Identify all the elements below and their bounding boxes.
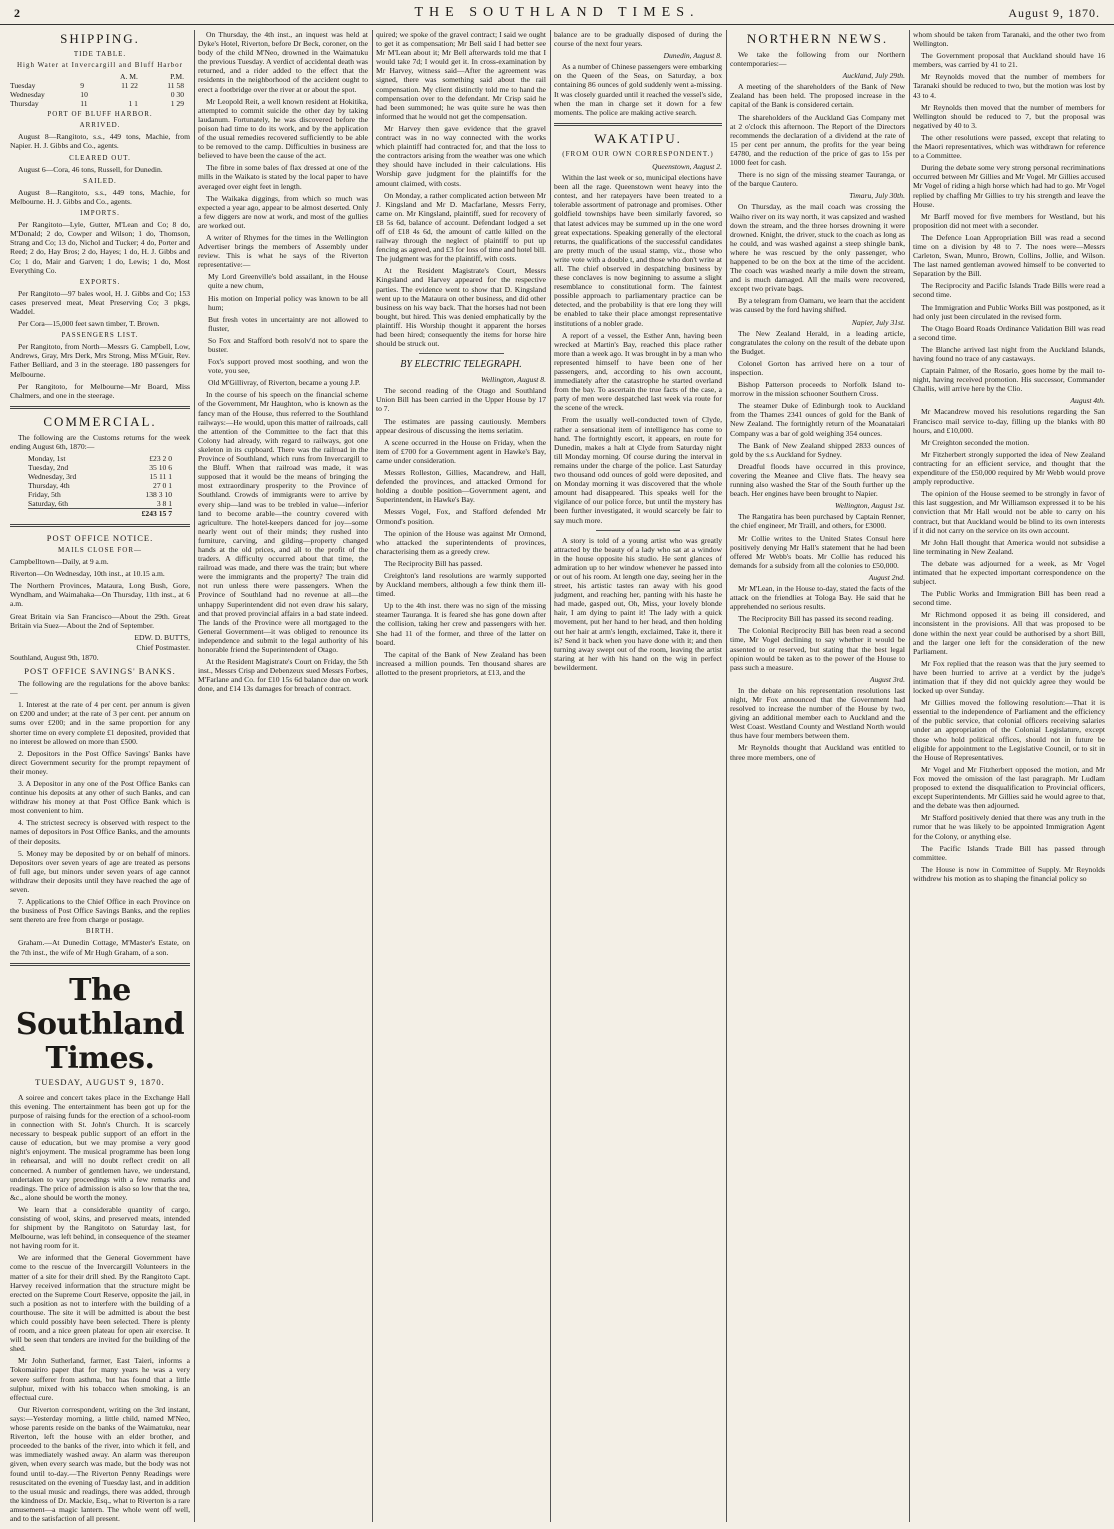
dateline: Queenstown, August 2.: [652, 161, 722, 171]
article-paragraph: Captain Palmer, of the Rosario, goes home by the mail to-night, having received promotion. His successor, Commander Challis, will arrive here by the Clio.: [913, 366, 1105, 394]
commercial-heading: COMMERCIAL.: [43, 413, 157, 429]
mail-item: Campbelltown—Daily, at 9 a.m.: [10, 557, 109, 567]
tide-col-pm: P.M.: [170, 72, 184, 82]
article-paragraph: In the debate on his representation resolutions last night, Mr Fox announced that the Government had resolved to increase the number of the House by two, giving an additional member each to Auckland and the West Coast. Westland County and Westland North would thus have four members between them.: [730, 685, 905, 741]
customs-day: Wednesday, 3rd: [28, 472, 77, 481]
sailed-text: August 8—Rangitoto, s.s., 449 tons, Machie, for Melbourne. H. J. Gibbs and Co., agents.: [10, 187, 190, 206]
telegraph-heading: BY ELECTRIC TELEGRAPH.: [400, 359, 522, 371]
article-paragraph: We are informed that the General Government have come to the rescue of the Invercargill Volunteers in the matter of a site for their drill shed. By the Rangitoto Capt. Harvey received information that the structure might be erected on the Supreme Court Reserve, opposite the jail, in such a position as not to interfere with the building of a courthouse. The site it will be admitted is about the best which could possibly have been selected. There is plenty of room, and a nice green plateau for open air exercise. It will be seen that tenders are invited for the building of the shed.: [10, 1253, 190, 1354]
customs-day: Saturday, 6th: [28, 499, 69, 508]
dateline: Napier, July 31st.: [851, 317, 905, 327]
article-paragraph: Mr Macandrew moved his resolutions regarding the San Francisco mail service to-day, filling up the blanks with 80 hours, and £10,000.: [913, 407, 1105, 435]
article-paragraph: Mr Creighton seconded the motion.: [921, 437, 1030, 447]
article-paragraph: A meeting of the shareholders of the Bank of New Zealand has been held. The proposed increase in the capital of the Bank is considered certain.: [730, 82, 905, 110]
customs-row: [28, 463, 172, 472]
savings-rule: 3. A Depositor in any one of the Post Office Banks can continue his deposits at any other of such Banks, and can withdraw his money at that Post Office Bank which is most convenient to him.: [10, 778, 190, 816]
cleared-heading: CLEARED OUT.: [69, 153, 131, 162]
article-paragraph: Our Riverton correspondent, writing on the 3rd instant, says:—Yesterday morning, a little child, named M'Neo, whose parents reside on the banks of the Waimatuku, near Riverton, left the house with an elder brother, and proceeded to the banks of the river, into which it fell, and was immediately washed away. An alarm was thereupon given, when every search was made, but the body was not found until to-day.—The Riverton Penny Readings were resuscitated on the evening of Tuesday last, and in addition to the usual music and readings, there was added, through the kindness of Dr. Mackie, Esq., what to Riverton is a rare amusement—a magic lantern. The whole went off well, and to the satisfaction of all present.: [10, 1404, 190, 1522]
article-paragraph: Colonel Gorton has arrived here on a tour of inspection.: [730, 358, 905, 377]
tide-day: Tuesday: [10, 81, 36, 91]
tide-am: [96, 90, 144, 99]
customs-day: Friday, 5th: [28, 490, 61, 499]
article-paragraph: The Immigration and Public Works Bill was postponed, as it had only just been circulated in the revised form.: [913, 302, 1105, 321]
article-paragraph: The estimates are passing cautiously. Members appear desirous of discussing the items seriatim.: [376, 416, 546, 435]
tide-day: Wednesday: [10, 90, 45, 100]
article-paragraph: On Monday, a rather complicated action between Mr J. Kingsland and Mr D. Macfarlane, Messrs Ferry, came on. Mr Kingsland, plaintiff, sued for recovery of £8 5s 6d, balance of account. Defendant lodged a set off of £18 4s 6d, the amount of cattle killed on the railway through the neglect of plaintiff to put up fencing as agreed, and £3 for loss of time and hotel bill. The judgment was for the plaintiff, with costs.: [376, 190, 546, 264]
article-paragraph: Mr M'Lean, in the House to-day, stated the facts of the attack on the friendlies at Tologa Bay. He said that he apprehended no serious results.: [730, 583, 905, 612]
article-paragraph: From the usually well-conducted town of Clyde, rather a sensational item of intelligence has come to hand. The fortnightly escort, it appears, en route for Dunedin, makes a halt at Clyde from Saturday night till Monday morning. Of course during the interval in remains under the charge of the police. Last Saturday two thousand odd ounces of gold were deposited, and on Monday morning it was discovered that the whole amount had disappeared. This speaks well for the vigilance of our police force, but until the mystery has been further investigated, it would scarcely be fair to say much more.: [554, 415, 722, 525]
customs-total: £243 15 7: [116, 509, 172, 519]
customs-row: [28, 490, 172, 499]
divider: [10, 524, 190, 527]
article-paragraph: Mr Reynolds then moved that the number of members for Wellington should be reduced to 7, but the proposal was negatived by 40 to 3.: [913, 102, 1105, 130]
article-paragraph: The steamer Duke of Edinburgh took to Auckland from the Thames 2341 ounces of gold for the Bank of New Zealand. The fortnightly return of the Moanataiari Company was a bar of gold weighing 354 ounces.: [730, 401, 905, 438]
article-paragraph: Mr Barff moved for five members for Westland, but his proposition did not meet with a seconder.: [913, 211, 1105, 230]
column-3: [376, 30, 546, 1522]
customs-row: [28, 499, 172, 509]
commercial-intro: The following are the Customs returns for the week ending August 6th, 1870:—: [10, 432, 190, 451]
header-date: August 9, 1870.: [1008, 6, 1100, 20]
divider: [10, 963, 190, 966]
sailed-heading: SAILED.: [83, 176, 117, 185]
article-paragraph: During the debate some very strong personal recriminations occurred between Mr Gillies and Mr Vogel. Mr Gillies accused Mr Vogel of riding a high horse which had had to go. Mr Vogel replied by chaffing Mr Gillies to try his strength and leave the House.: [913, 163, 1105, 209]
verse-line: His motion on Imperial policy was known to be all hum;: [208, 293, 368, 312]
dateline: Wellington, August 1st.: [834, 501, 905, 511]
article-paragraph: The shareholders of the Auckland Gas Company met at 2 o'clock this afternoon. The Report of the Directors recommends the declaration of a dividend at the rate of 15 per cent per annum, the profits for the year being £4780, and the reduction of the price of gas to 15s per 1000 feet for cash.: [730, 112, 905, 168]
customs-day: Monday, 1st: [28, 454, 66, 463]
tide-row: [10, 81, 190, 90]
dateline: Dunedin, August 8.: [663, 51, 722, 61]
exports-heading: EXPORTS.: [79, 277, 121, 286]
article-paragraph: The Waikaka diggings, from which so much was expected a year ago, appear to be almost deserted. Only a few diggers are now at work, and most of the gullies are worked out.: [198, 193, 368, 230]
article-paragraph: By a telegram from Oamaru, we learn that the accident was caused by the ford having shifted.: [730, 296, 905, 315]
tide-am: 1 1: [128, 99, 138, 109]
article-paragraph: The capital of the Bank of New Zealand has been increased a million pounds. Ten thousand shares are allotted to the present proprietors, at £13, and the: [376, 649, 546, 677]
customs-row: [28, 454, 172, 463]
column-2: [198, 30, 368, 1522]
column-4: [554, 30, 722, 1522]
column-1: [10, 30, 190, 1522]
verse-line: But fresh votes in uncertainty are not allowed to fluster,: [208, 314, 368, 333]
birth-notice: Graham.—At Dunedin Cottage, M'Master's Estate, on the 7th inst., the wife of Mr Hugh Graham, of a son.: [10, 938, 190, 957]
tide-day: Thursday: [10, 99, 39, 109]
exports-text: Per Rangitoto—97 bales wool, H. J. Gibbs and Co; 153 cases preserved meat, Meat Preserving Co; 3 pkgs, Waddel.: [10, 288, 190, 316]
article-paragraph: At the Resident Magistrate's Court, Messrs Kingsland and Harvey appeared for the respective parties. The evidence went to show that D. Kingsland went up to the Mataura on other business, and did other business on his way back. That the horses had not been bought, but hired. This was denied emphatically by the plaintiff. His Worship thought it apparent the horses had been hired; consequently the items for horse hire should be struck out.: [376, 266, 546, 349]
article-paragraph: Creighton's land resolutions are warmly supported by Auckland members, although a few think them ill-timed.: [376, 570, 546, 599]
article-paragraph: Within the last week or so, municipal elections have been all the rage. Queenstown went heavy into the contest, and her ratepayers have been treated to a tolerable assortment of patronage and promises. Other goldfield townships have been similarly favored, so that latest advices may be summed up in the one word great expectations. Speaking generally of the electoral returns, the qualifications of the successful candidates are pretty much of the usual stamp, viz., those who write vote with a double t, and those who don't write at all. The chief observed in despatching business by these conclaves is now beginning to assume a slight resemblance to constitutional form. The faintest possible approach to parliamentary practice can be detected, and the probability is that ere long they will be enabled to take their place amongst representative institutions of a nobler grade.: [554, 173, 722, 328]
article-paragraph: Mr Richmond opposed it as being ill considered, and inconsistent in the provisions. All that was proposed to be done within the next year could be authorised by a short Bill, and the larger one left for the consideration of the new Parliament.: [913, 610, 1105, 656]
article-paragraph: The Pacific Islands Trade Bill has passed through committee.: [913, 843, 1105, 862]
page-number: 2: [14, 6, 20, 20]
article-paragraph: Mr Gillies moved the following resolution:—That it is essential to the independence of Parliament and the efficiency of the public service, that colonial officers receiving salaries under an appropriation of the Colonial Legislature, except those who hold political offices, should not in future be eligible for appointment to the Legislative Council, or to sit in the House of Representatives.: [913, 698, 1105, 762]
article-paragraph: The opinion of the House seemed to be strongly in favor of this last suggestion, and Mr Williamson expressed it to be his conviction that Mr Hall would not be able to carry on his contract, but that Auckland would be blind to its own interests if it did not carry on the service on its own account.: [913, 489, 1105, 535]
mails-heading: MAILS CLOSE FOR—: [57, 546, 143, 554]
port-heading: PORT OF BLUFF HARBOR.: [47, 110, 153, 119]
shipping-heading: SHIPPING.: [60, 31, 140, 46]
verse-line: Fox's support proved most soothing, and won the vote, you see,: [208, 357, 368, 376]
article-paragraph: A story is told of a young artist who was greatly attracted by the beauty of a lady who sat at a window in the house opposite his studio. He sent glances of admiration up to her window whenever he passed into or out of his room. At length one day, seeing her in the street, his artistic tastes ran away with his good judgment, and reaching her, panting with his haste he had made, gasped out, Oh, Miss, your lovely blonde hair, I am dying to paint it! The lady with a quick movement, put her hand to her head, and then holding out her hair at arm's length, exclaimed, Take it, there it is? Send it back when you have done with it; and then turning away swept out of the room, leaving the artist staring at her with his hand on the wig in perfect bewilderment.: [554, 535, 722, 672]
article-paragraph: The Otago Board Roads Ordinance Validation Bill was read a second time.: [913, 323, 1105, 342]
tide-pm: 1 29: [170, 99, 184, 109]
article-paragraph: Mr Harvey then gave evidence that the gravel contract was in no way connected with the works which plaintiff had contracted for, and that the loss to the contractors arising from the weather was one which they should have included in their calculations. His Worship gave judgment for the plaintiffs for the amount claimed, with costs.: [376, 123, 546, 188]
article-paragraph: The second reading of the Otago and Southland Union Bill has been carried in the Upper House by 17 to 7.: [376, 386, 546, 414]
savings-intro: The following are the regulations for the above banks:—: [10, 679, 190, 698]
post-notice-heading: POST OFFICE NOTICE.: [46, 533, 154, 543]
article-paragraph: On Thursday, as the mail coach was crossing the Waiho river on its way north, it was capsized and washed down the stream, and the three horses drowning it were drowned. Knight, the driver, stuck to the coach as long as he could, and was washed against a steep shingle bank, where he was rescued by the only passenger, who happened to be on the box at the time of the accident. The coach was washed nearly a mile down the stream, and is much damaged. All the mails were recovered, except two private bags.: [730, 202, 905, 294]
mail-item: The Northern Provinces, Mataura, Long Bush, Gore, Wyndham, and Waimahaka—On Thursday, 11th inst., at 6 a.m.: [10, 581, 190, 609]
dateline: August 3rd.: [869, 674, 905, 684]
customs-table: [28, 454, 172, 518]
customs-value: £23 2 0: [149, 454, 172, 463]
article-paragraph: Bishop Patterson proceeds to Norfolk Island to-morrow in the mission schooner Southern Cross.: [730, 380, 905, 399]
postmaster-place: Southland, August 9th, 1870.: [10, 652, 99, 662]
tide-date: 10: [80, 90, 88, 100]
birth-heading: BIRTH.: [85, 927, 115, 936]
dateline: August 4th.: [1070, 396, 1105, 406]
article-paragraph: Mr Fitzherbert strongly supported the idea of New Zealand contracting for an efficient service, and thought that the expenditure of the £50,000 required by Mr Webb would prove amply reproductive.: [913, 449, 1105, 487]
wakatipu-heading: WAKATIPU.: [594, 130, 682, 146]
article-paragraph: Mr Stafford positively denied that there was any truth in the rumor that he was likely to be appointed Immigration Agent for the Colony, or anything else.: [913, 813, 1105, 841]
nameplate: The Southland Times.: [15, 972, 185, 1076]
article-paragraph: quired; we spoke of the gravel contract; I said we ought to get it as compensation; Mr Bell said I had better see Mr M'Lean about it; Mr Bell afterwards told me that I would take 7d; I would get it. In cross-examination by Mr Harvey, witness said—After the agreement was signed, there was something said about the rail compensation. My client distinctly told me to hand the compensation over to the defendant. Mr Crisp said he had been summoned; he was quite sure he was then informed that he would not get the compensation.: [376, 30, 546, 121]
postmaster-signature: EDW. D. BUTTS,: [134, 632, 190, 642]
column-6: [913, 30, 1105, 1522]
article-paragraph: The fibre in some bales of flax dressed at one of the mills in the Waikato is stated by the local paper to have averaged over eight feet in length.: [198, 163, 368, 191]
article-paragraph: Up to the 4th inst. there was no sign of the missing steamer Tauranga. It is feared she has gone down after the collision, taking her crew and passengers with her. She had 11 of the former, and three of the latter on board.: [376, 601, 546, 647]
column-rule: [726, 30, 727, 1522]
customs-day: Tuesday, 2nd: [28, 463, 69, 472]
article-paragraph: The Reciprocity Bill has passed.: [384, 558, 483, 568]
article-paragraph: A report of a vessel, the Esther Ann, having been wrecked at Martin's Bay, reached this place rather more than a week ago. It was brought in by a man who represented himself to have been one of her passengers, and, according to his own account, immediately after the catastrophe he started overland from the bay. To ascertain the true facts of the case, a party of men were despatched last week via route for the scene of the wreck.: [554, 330, 722, 413]
article-paragraph: Mr Reynolds thought that Auckland was entitled to three more members, one of: [730, 743, 905, 762]
customs-value: 3 8 1: [156, 499, 172, 508]
column-rule: [550, 30, 551, 1522]
customs-row: [28, 472, 172, 481]
article-paragraph: We take the following from our Northern contemporaries:—: [730, 50, 905, 69]
article-paragraph: A scene occurred in the House on Friday, when the item of £700 for a Government agent in Hawke's Bay, came under consideration.: [376, 437, 546, 465]
tide-row: [10, 90, 190, 99]
article-paragraph: At the Resident Magistrate's Court on Friday, the 5th inst., Messrs Crisp and Debenzeux sued Messrs Forbes, M'Farlane and Co. for £10 15s 6d balance due on work done, and £14 13s damages for breach of contract.: [198, 657, 368, 694]
article-paragraph: A writer of Rhymes for the times in the Wellington Advertiser brings the members of Assembly under review. This is what he says of the Riverton representative:—: [198, 232, 368, 270]
cleared-text: August 6—Cora, 46 tons, Russell, for Dunedin.: [18, 164, 163, 174]
running-title: THE SOUTHLAND TIMES.: [414, 5, 700, 20]
tide-row: [10, 99, 190, 108]
article-paragraph: Mr John Sutherland, farmer, East Taieri, informs a Tokomairiro paper that for many years he was a very severe sufferer from asthma, but has found that a little sulphur, mixed with his tobacco when smoking, is an effectual cure.: [10, 1356, 190, 1402]
imports-text: Per Rangitoto—Lyle, Gutter, M'Lean and Co; 8 do, M'Donald; 2 do, Cowper and Wilson; 1 do, Thomson, Strang and Co; 13 do, Nichol and Tucker; 4 do, Porter and Reed; 2 do, Hay Bros; 2 do, Hayes; 1 do, H. J. Gibbs and Co; 1 do, Mair and Garven; 1 do, Lewis; 1 do, Most Everything Co.: [10, 220, 190, 275]
customs-row: [28, 481, 172, 490]
column-5: [730, 30, 905, 1522]
article-paragraph: The Reciprocity Bill has passed its second reading.: [738, 614, 894, 624]
article-paragraph: On Thursday, the 4th inst., an inquest was held at Dyke's Hotel, Riverton, before Dr Beck, coroner, on the body of the child M'Neo, drowned in the Waimatuku the previous Tuesday. A verdict of accidental death was returned, and a rider added to the effect that the residents in the neighborhood of the accident ought to erect a footbridge over the river at or about the spot.: [198, 30, 368, 94]
imports-heading: IMPORTS.: [80, 209, 120, 218]
article-paragraph: The other resolutions were passed, except that relating to the Maori representatives, which was withdrawn for reference to a Committee.: [913, 132, 1105, 161]
article-paragraph: Mr Vogel and Mr Fitzherbert opposed the motion, and Mr Fox moved the omission of the last paragraph. Mr Ludlam proposed to extend the disqualification to Provincial officers, except Superintendents. Mr Gillies said he would agree to that, and the debate was then adjourned.: [913, 764, 1105, 811]
passengers-text: Per Rangitoto, for Melbourne—Mr Board, Miss Chalmers, and one in the steerage.: [10, 381, 190, 400]
savings-heading: POST OFFICE SAVINGS' BANKS.: [24, 666, 176, 677]
page-header: [0, 0, 1114, 25]
tide-col-am: A. M.: [120, 72, 138, 82]
article-paragraph: The debate was adjourned for a week, as Mr Vogel intimated that he expected important correspondence on the subject.: [913, 558, 1105, 587]
column-rule: [372, 30, 373, 1522]
article-paragraph: The Reciprocity and Pacific Islands Trade Bills were read a second time.: [913, 281, 1105, 300]
article-paragraph: Mr Collie writes to the United States Consul here positively denying Mr Hall's statement that he had been offered Mr Webb's boats. Mr Collie has reduced his demands for a subsidy from all the colonies to £50,000.: [730, 533, 905, 570]
customs-value: 138 3 10: [145, 490, 172, 499]
mail-item: Great Britain via San Francisco—About the 29th. Great Britain via Suez—About the 2nd of September.: [10, 611, 190, 630]
issue-date: TUESDAY, AUGUST 9, 1870.: [35, 1076, 165, 1087]
article-paragraph: The Defence Loan Appropriation Bill was read a second time on a division by 48 to 7. The noes were—Messrs Carleton, Swan, Munro, Brown, Collins, Jollie, and Wilson. The last named gentleman avowed himself to be converted to Separation by the Bill.: [913, 232, 1105, 279]
tide-pm: 0 30: [170, 90, 184, 100]
article-paragraph: Mr Leopold Reit, a well known resident at Hokitika, attempted to commit suicide the other day by taking laudanum. Fortunately, he was discovered before the poison had time to do its work, and by the application of the usual remedies recovered sufficiently to be able to be removed to the camp. Difficulties in business are believed to have been the cause of the act.: [198, 96, 368, 161]
arrived-text: August 8—Rangitoto, s.s., 449 tons, Machie, from Napier. H. J. Gibbs and Co., agents.: [10, 132, 190, 151]
exports-text: Per Cora—15,000 feet sawn timber, T. Brown.: [18, 319, 160, 329]
tide-heading: TIDE TABLE.: [73, 50, 127, 58]
column-rule: [194, 30, 195, 1522]
article-paragraph: Messrs Vogel, Fox, and Stafford defended Mr Ormond's position.: [376, 507, 546, 526]
article-paragraph: whom should be taken from Taranaki, and the other two from Wellington.: [913, 30, 1105, 49]
dateline: Timaru, July 30th.: [849, 191, 905, 201]
tide-am: 11 22: [121, 81, 138, 91]
article-paragraph: Mr Fox replied that the reason was that the jury seemed to have been hurried to arrive at a verdict by the judge's intimation that if they did not quickly agree they would be locked up over Sunday.: [913, 658, 1105, 696]
article-paragraph: A soiree and concert takes place in the Exchange Hall this evening. The entertainment has been got up for the purpose of raising funds for the erection of a school-room in connection with St. John's Church. It is scarcely necessary to bespeak public support of an effort in the cause of education, but we may promise a very good night's enjoyment. The musical programme has been long in rehearsal, and will no doubt reflect credit on all concerned. A number of gentlemen have, we understand, undertaken to vary proceedings with a few remarks and readings. The price of admission is also so low that the tea, &c., alone should be worth the money.: [10, 1092, 190, 1202]
tide-header-row: [10, 72, 190, 81]
savings-rule: 2. Depositors in the Post Office Savings' Banks have direct Government security for the prompt repayment of their money.: [10, 748, 190, 776]
customs-value: 35 10 6: [149, 463, 172, 472]
tide-date: 9: [80, 81, 85, 91]
tide-subtitle: High Water at Invercargill and Bluff Harbor: [16, 61, 184, 70]
divider: [419, 353, 504, 354]
article-paragraph: The Bank of New Zealand shipped 2833 ounces of gold by the s.s Auckland for Sydney.: [730, 440, 905, 459]
article-paragraph: The opinion of the House was against Mr Ormond, who attacked the superintendents of provinces, characterising them as a greedy crew.: [376, 528, 546, 556]
customs-total-row: [28, 509, 172, 519]
article-paragraph: There is no sign of the missing steamer Tauranga, or of the barque Cautero.: [730, 170, 905, 189]
mail-item: Riverton—On Wednesday, 10th inst., at 10.15 a.m.: [10, 569, 165, 579]
article-paragraph: As a number of Chinese passengers were embarking on the Queen of the Seas, on Saturday, a box containing 86 ounces of gold suddenly went a-missing. It was closely guarded until it reached the vessel's side, when the man in charge set it down for a few moments. The police are making active search.: [554, 62, 722, 117]
article-paragraph: The New Zealand Herald, in a leading article, congratulates the colony on the result of the debate upon the Budget.: [730, 328, 905, 356]
article-paragraph: The House is now in Committee of Supply. Mr Reynolds withdrew his motion as to shaping the financial policy so: [913, 864, 1105, 883]
tide-date: 11: [80, 99, 88, 109]
customs-day: Thursday, 4th: [28, 481, 70, 490]
article-paragraph: balance are to be gradually disposed of during the course of the next four years.: [554, 30, 722, 49]
northern-news-heading: NORTHERN NEWS.: [746, 31, 889, 46]
divider: [10, 406, 190, 409]
verse-line: My Lord Greenville's bold assailant, in the House quite a new chum,: [208, 272, 368, 291]
dateline: Wellington, August 8.: [481, 375, 546, 385]
customs-value: 27 0 1: [153, 481, 172, 490]
savings-rule: 7. Applications to the Chief Office in each Province on the business of Post Office Savings Banks, and the replies sent thereto are free from charge or postage.: [10, 897, 190, 925]
article-paragraph: The Government proposal that Auckland should have 16 members, was carried by 41 to 21.: [913, 51, 1105, 70]
correspondent-line: (FROM OUR OWN CORRESPONDENT.): [562, 149, 714, 158]
column-rule: [909, 30, 910, 1522]
article-paragraph: The Rangatira has been purchased by Captain Renner, the chief engineer, Mr Traill, and others, for £3000.: [730, 512, 905, 531]
article-paragraph: Messrs Rolleston, Gillies, Macandrew, and Hall, defended the provinces, and attacked Ormond for holding a double position—Government agent, and Superintendent, in Hawke's Bay.: [376, 468, 546, 505]
verse-line: So Fox and Stafford both resolv'd not to spare the buster.: [208, 335, 368, 354]
article-paragraph: In the course of his speech on the financial scheme of the Government, Mr Haughton, who is known as the fancy man of the House, thus referred to the Southland railways:—He would, upon this matter of railroads, call the attention of the Committee to the fact that this Colony had already, with regard to railways, got one skeleton in its cupboard. There was the railroad in the Province of Southland, which runs from Invercargill to the Bluff. When that railroad was made, it was supposed that it would be the means of bringing the most extraordinary prosperity to the Province of Southland. Crowds of immigrants were to arrive by every ship—land was to be trebled in value—inferior land to become arable—the country covered with agriculture. The hotel-keepers danced for joy—some nearly went out of their minds; they rushed into furniture, carving, and gilding—property changed hands at the old prices, and all to the profit of the traders. A difficulty occurred about that time, the railroad was made, and there was the train; but where were the immigrants and the property? The train did not run unless there were passengers. When the Province of Southland had no revenue at all—the unhappy Superintendent did not even draw his salary, and that proved provincial affairs in a bad state indeed. The lands of the Province were all mortgaged to the General Government—it was obliged to renounce its independence and submit to the legal authority of his honorable friend the Superintendent of Otago.: [198, 390, 368, 654]
divider: [596, 530, 680, 531]
article-paragraph: We learn that a considerable quantity of cargo, consisting of wool, skins, and preserved meats, intended for shipment by the Rangitoto on Saturday last, for Melbourne, was left behind, in consequence of the steamer not having room for it.: [10, 1204, 190, 1251]
savings-rule: 4. The strictest secrecy is observed with respect to the names of depositors in Post Office Banks, and the amounts of their deposits.: [10, 818, 190, 846]
arrived-heading: ARRIVED.: [79, 121, 121, 130]
passengers-text: Per Rangitoto, from North—Messrs G. Campbell, Low, Andrews, Gray, Mrs Derk, Mrs Strong, Miss M'Guir, Rev. Father Belliard, and 3 in the steerage. 180 passengers for Melbourne.: [10, 342, 190, 379]
verse-line: Old M'Gillivray, of Riverton, became a young J.P.: [208, 378, 361, 388]
divider: [554, 123, 722, 126]
dateline: Auckland, July 29th.: [842, 71, 905, 81]
tide-pm: 11 58: [167, 81, 184, 91]
savings-rule: 5. Money may be deposited by or on behalf of minors. Depositors over seven years of age are treated as persons of full age, but minors under seven years of age cannot withdraw their deposits until they have reached the age of seven.: [10, 848, 190, 894]
tide-table: [10, 72, 190, 108]
article-paragraph: The Colonial Reciprocity Bill has been read a second time, Mr Vogel declining to say whether it would be assented to or reserved, but stating that the best legal opinion would be taken as to the power of the House to pass such a measure.: [730, 626, 905, 672]
dateline: August 2nd.: [868, 572, 905, 582]
article-paragraph: Dreadful floods have occurred in this province, covering the Meanee and Clive flats. The heavy sea running also washed the Star of the South further up the beach. Her engines have been brought to Napier.: [730, 461, 905, 499]
article-paragraph: Mr Reynolds moved that the number of members for Taranaki should be reduced to two, but the motion was lost by 43 to 4.: [913, 72, 1105, 100]
passengers-heading: PASSENGERS LIST.: [61, 331, 139, 340]
savings-rule: 1. Interest at the rate of 4 per cent. per annum is given on £200 and under; at the rate of 3 per cent. per annum on sums over £200; and in the same proportion for any shorter time on every complete £1 deposited, provided that no interest be allowed on more than £500.: [10, 700, 190, 746]
customs-value: 15 11 1: [149, 472, 172, 481]
article-paragraph: The Blanche arrived last night from the Auckland Islands, having found no trace of any castaways.: [913, 344, 1105, 363]
postmaster-title: Chief Postmaster.: [136, 642, 190, 652]
article-paragraph: Mr John Hall thought that America would not subsidise a line terminating in New Zealand.: [913, 537, 1105, 556]
article-paragraph: The Public Works and Immigration Bill has been read a second time.: [913, 589, 1105, 608]
